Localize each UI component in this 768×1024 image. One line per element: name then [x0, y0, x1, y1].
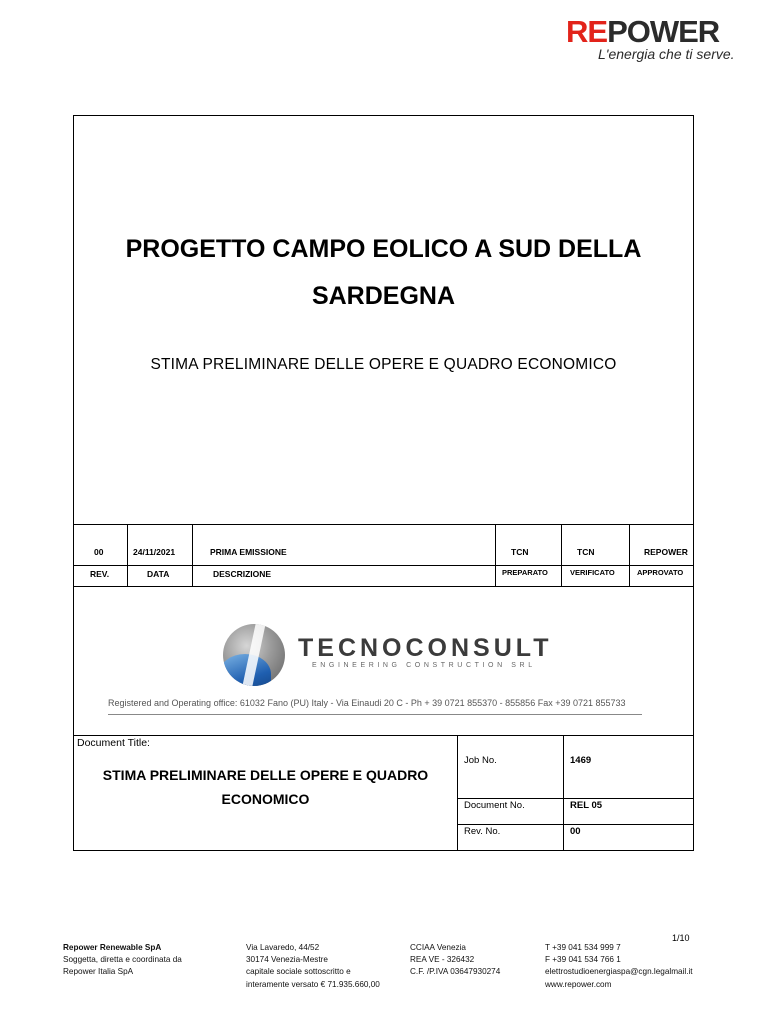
verified-header: VERIFICATO	[570, 568, 615, 577]
footer-registry	[410, 942, 500, 979]
footer-email: elettrostudioenergiaspa@cgn.legalmail.it	[545, 967, 693, 977]
footer-fax: F +39 041 534 766 1	[545, 955, 621, 965]
rev-header: REV.	[90, 569, 110, 579]
footer-registry-line: C.F. /P.IVA 03647930274	[410, 967, 501, 977]
footer-company	[63, 942, 182, 979]
approved-value: REPOWER	[644, 547, 688, 557]
footer-company-line: Repower Italia SpA	[63, 967, 134, 977]
verified-value: TCN	[577, 547, 595, 557]
info-col-divider	[457, 735, 458, 851]
info-row-divider	[457, 824, 694, 825]
revision-table	[73, 524, 694, 587]
tecnoconsult-address: Registered and Operating office: 61032 Fano (PU) Italy - Via Einaudi 20 C - Ph + 39 0721 855370 - 855856 Fax +39 0721 855733	[108, 698, 626, 708]
footer-registry-line: REA VE - 326432	[410, 955, 475, 965]
description-header: DESCRIZIONE	[213, 569, 272, 579]
cover-title-line1: PROGETTO CAMPO EOLICO A SUD DELLA	[125, 235, 642, 263]
rev-col-divider	[495, 525, 496, 587]
repower-wordmark	[566, 16, 719, 48]
prepared-value: TCN	[511, 547, 529, 557]
repower-tagline: L'energia che ti serve.	[598, 46, 735, 62]
page-number: 1/10	[672, 933, 690, 943]
info-col-divider	[563, 735, 564, 851]
rev-col-divider	[561, 525, 562, 587]
revision-row-divider	[73, 565, 694, 566]
cover-title	[73, 226, 694, 320]
document-title-label: Document Title:	[77, 737, 150, 749]
document-block-divider	[73, 735, 694, 736]
rev-col-divider	[629, 525, 630, 587]
document-number-value: REL 05	[570, 800, 603, 811]
revision-number-label: Rev. No.	[464, 826, 501, 837]
rev-value: 00	[94, 547, 104, 557]
rev-col-divider	[192, 525, 193, 587]
footer-website: www.repower.com	[545, 979, 612, 989]
document-number-label: Document No.	[464, 800, 525, 811]
tecnoconsult-emblem-icon	[223, 624, 285, 686]
document-title	[73, 763, 458, 811]
footer-registry-line: CCIAA Venezia	[410, 943, 466, 952]
footer-address-line: 30174 Venezia-Mestre	[246, 955, 328, 965]
tecnoconsult-name: TECNOCONSULT	[298, 634, 553, 662]
date-header: DATA	[147, 569, 170, 579]
footer-address-line: Via Lavaredo, 44/52	[246, 943, 320, 952]
revision-number-value: 00	[570, 826, 581, 837]
brand-power: POWER	[607, 14, 720, 49]
footer-address-line: interamente versato € 71.935.660,00	[246, 979, 380, 989]
job-number-value: 1469	[570, 755, 592, 766]
tecnoconsult-tagline: ENGINEERING CONSTRUCTION SRL	[312, 662, 536, 669]
cover-title-line2: SARDEGNA	[311, 282, 456, 310]
date-value: 24/11/2021	[133, 547, 176, 557]
rev-col-divider	[127, 525, 128, 587]
cover-subtitle: STIMA PRELIMINARE DELLE OPERE E QUADRO ECONOMICO	[150, 356, 617, 373]
document-title-line2: ECONOMICO	[221, 791, 310, 807]
footer-phone: T +39 041 534 999 7	[545, 943, 621, 952]
footer-address	[246, 942, 380, 991]
prepared-header: PREPARATO	[502, 568, 548, 577]
brand-re: RE	[566, 14, 608, 49]
tecnoconsult-rule	[108, 714, 642, 715]
footer-company-name: Repower Renewable SpA	[63, 943, 162, 952]
approved-header: APPROVATO	[637, 568, 684, 577]
repower-logo	[566, 16, 736, 66]
document-title-line1: STIMA PRELIMINARE DELLE OPERE E QUADRO	[102, 767, 429, 783]
footer-address-line: capitale sociale sottoscritto e	[246, 967, 351, 977]
footer-company-line: Soggetta, diretta e coordinata da	[63, 955, 182, 965]
info-row-divider	[457, 798, 694, 799]
description-value: PRIMA EMISSIONE	[210, 547, 287, 557]
footer-contacts	[545, 942, 693, 991]
job-number-label: Job No.	[464, 755, 497, 766]
